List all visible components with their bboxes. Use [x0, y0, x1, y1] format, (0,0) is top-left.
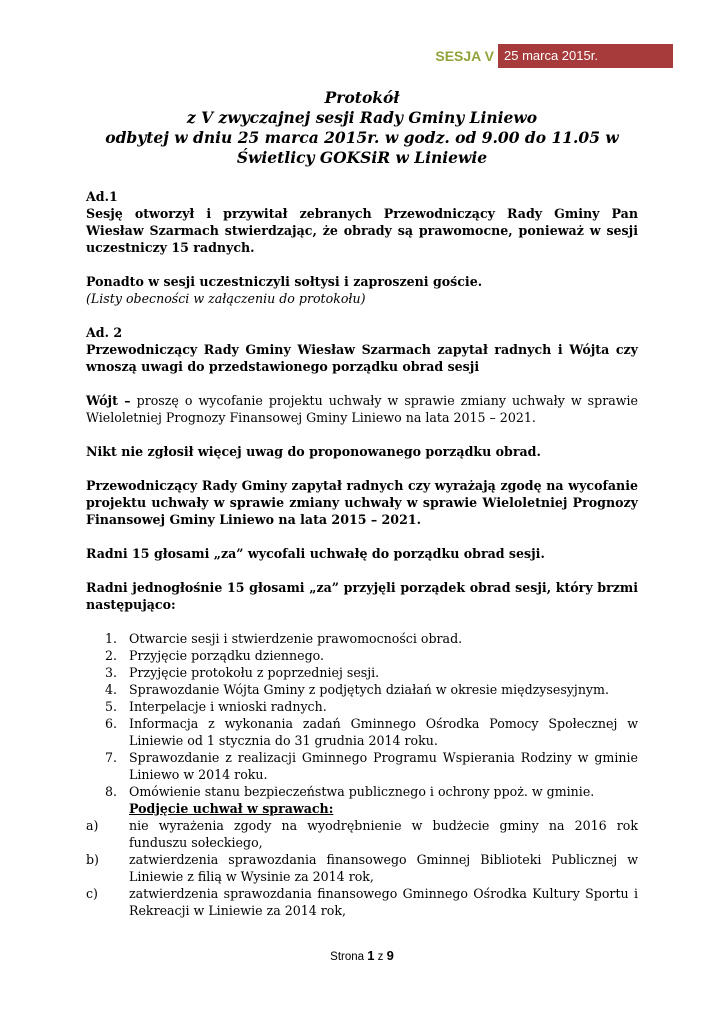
title-line-2: z V zwyczajnej sesji Rady Gminy Liniewo	[186, 108, 538, 127]
document-body	[86, 188, 638, 919]
current-page: 1	[367, 948, 375, 963]
ad2-question: Przewodniczący Rady Gminy Wiesław Szarmach zapytał radnych i Wójta czy wnoszą uwagi do przedstawionego porządku obrad sesji	[86, 342, 638, 374]
list-item: 6. Informacja z wykonania zadań Gminnego Ośrodka Pomocy Społecznej w Liniewie od 1 stycznia do 31 grudnia 2014 roku.	[105, 716, 638, 748]
list-item: 1. Otwarcie sesji i stwierdzenie prawomocności obrad.	[105, 631, 463, 646]
ad2-question-2: Przewodniczący Rady Gminy zapytał radnych czy wyrażają zgodę na wycofanie projektu uchwały w sprawie zmiany uchwały w sprawie Wieloletniej Prognozy Finansowej Gminy Liniewo na lata 2015 – 2021.	[86, 478, 638, 527]
ad1-opening-text: Sesję otworzył i przywitał zebranych Przewodniczący Rady Gminy Pan Wiesław Szarmach stwierdzając, że obrady są prawomocne, ponieważ w sesji uczestniczy 15 radnych.	[86, 206, 638, 255]
list-item: 3. Przyjęcie protokołu z poprzedniej sesji.	[105, 665, 380, 680]
list-item: 8. Omówienie stanu bezpieczeństwa publicznego i ochrony ppoż. w gminie.	[105, 784, 595, 799]
resolutions-heading: Podjęcie uchwał w sprawach:	[129, 801, 334, 816]
list-item: a) nie wyrażenia zgody na wyodrębnienie w budżecie gminy na 2016 rok funduszu sołeckiego,	[86, 818, 638, 850]
list-item: 4. Sprawozdanie Wójta Gminy z podjętych działań w okresie międzysesyjnym.	[105, 682, 609, 697]
ad1-attendance-note: (Listy obecności w załączeniu do protokołu)	[86, 291, 366, 306]
list-item: 5. Interpelacje i wnioski radnych.	[105, 699, 327, 714]
wojt-label: Wójt –	[86, 393, 131, 408]
document-title	[86, 88, 638, 168]
title-line-4: Świetlicy GOKSiR w Liniewie	[236, 148, 488, 167]
session-date-badge: 25 marca 2015r.	[498, 44, 673, 68]
session-label: SESJA V	[435, 48, 494, 64]
page-footer: Strona 1 z 9	[330, 948, 394, 963]
resolutions-list	[86, 817, 638, 919]
list-item: 2. Przyjęcie porządku dziennego.	[105, 648, 325, 663]
agenda-list	[86, 630, 638, 817]
ad1-guests-text: Ponadto w sesji uczestniczyli sołtysi i zaproszeni goście.	[86, 274, 483, 289]
ad1-heading: Ad.1	[86, 189, 118, 204]
list-item: b) zatwierdzenia sprawozdania finansowego Gminnej Biblioteki Publicznej w Liniewie z filią w Wysinie za 2014 rok,	[86, 852, 638, 884]
wojt-text: proszę o wycofanie projektu uchwały w sprawie zmiany uchwały w sprawie Wieloletniej Prognozy Finansowej Gminy Liniewo na lata 2015 – 2021.	[86, 393, 638, 425]
ad2-heading: Ad. 2	[86, 325, 123, 340]
title-line-3: odbytej w dniu 25 marca 2015r. w godz. od 9.00 do 11.05 w	[105, 128, 619, 147]
list-item: c) zatwierdzenia sprawozdania finansowego Gminnego Ośrodka Kultury Sportu i Rekreacji w Liniewie za 2014 rok,	[86, 886, 638, 918]
total-pages: 9	[386, 948, 394, 963]
ad2-adopted: Radni jednogłośnie 15 głosami „za” przyjęli porządek obrad sesji, który brzmi następująco:	[86, 580, 638, 612]
list-item: 7. Sprawozdanie z realizacji Gminnego Programu Wspierania Rodziny w gminie Liniewo w 2014 roku.	[105, 750, 638, 782]
ad2-withdrawn: Radni 15 głosami „za” wycofali uchwałę do porządku obrad sesji.	[86, 546, 545, 561]
title-line-1: Protokół	[324, 88, 400, 107]
ad2-no-remarks: Nikt nie zgłosił więcej uwag do proponowanego porządku obrad.	[86, 444, 541, 459]
ad2-wojt-statement	[86, 392, 638, 426]
